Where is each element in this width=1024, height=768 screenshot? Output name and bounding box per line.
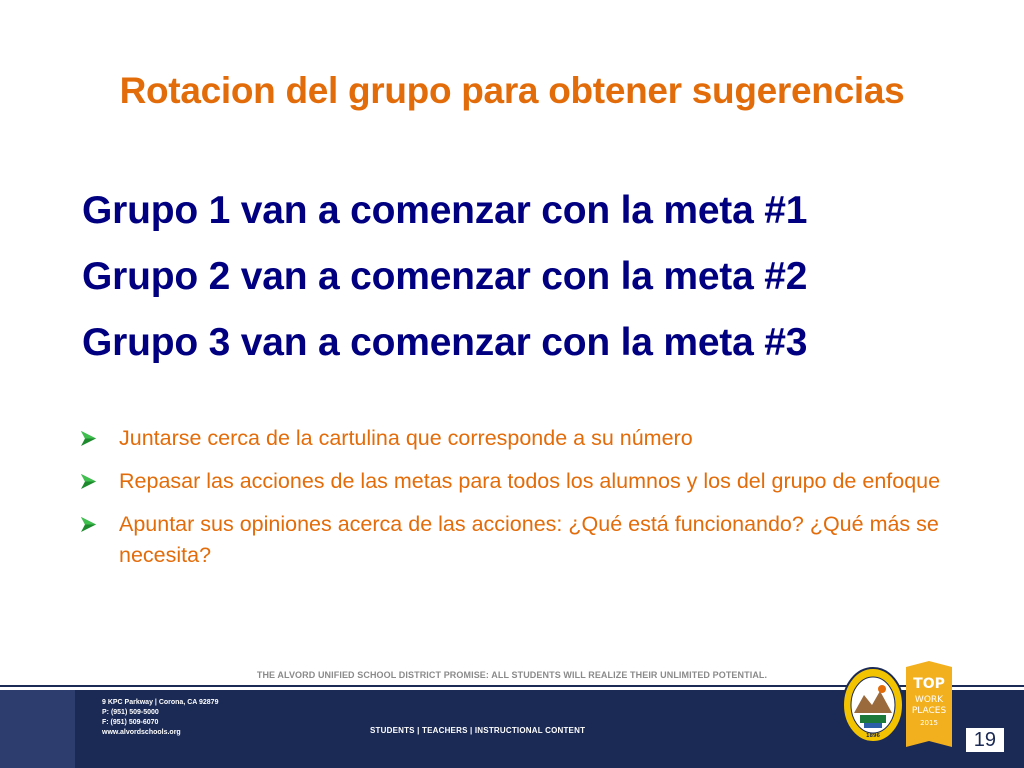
- bullet-text: Apuntar sus opiniones acerca de las acciones: ¿Qué está funcionando? ¿Qué más se necesita?: [119, 512, 939, 567]
- district-logo-icon: [842, 667, 904, 743]
- bullet-item: [80, 423, 960, 454]
- district-promise: THE ALVORD UNIFIED SCHOOL DISTRICT PROMISE: ALL STUDENTS WILL REALIZE THEIR UNLIMITED POTENTIAL.: [256, 670, 768, 680]
- arrow-bullet-icon: [80, 473, 97, 490]
- slide-title: Rotacion del grupo para obtener sugerencias: [119, 70, 905, 111]
- group-list: [82, 178, 982, 376]
- logo-year: 1896: [866, 733, 880, 739]
- phone-text: P: (951) 509-5000: [102, 709, 159, 716]
- arrow-bullet-icon: [80, 430, 97, 447]
- group-line: Grupo 2 van a comenzar con la meta #2: [82, 255, 808, 298]
- arrow-bullet-icon: [80, 516, 97, 533]
- address-text: 9 KPC Parkway | Corona, CA 92879: [102, 699, 219, 706]
- group-line: Grupo 1 van a comenzar con la meta #1: [82, 189, 808, 232]
- bullet-item: [80, 466, 960, 497]
- fax-text: F: (951) 509-6070: [102, 719, 159, 726]
- badge-line3: PLACES: [911, 706, 947, 716]
- bullet-list: [80, 423, 960, 583]
- bullet-item: [80, 509, 960, 571]
- page-number: 19: [966, 728, 1004, 752]
- group-line: Grupo 3 van a comenzar con la meta #3: [82, 321, 808, 364]
- footer-accent: [0, 690, 75, 768]
- badge-line2: WORK: [914, 695, 944, 705]
- footer-tagline: STUDENTS | TEACHERS | INSTRUCTIONAL CONTENT: [370, 726, 586, 735]
- contact-info: [102, 698, 218, 738]
- website-text: www.alvordschools.org: [102, 729, 181, 736]
- badge-year: 2015: [920, 719, 938, 727]
- badge-line1: TOP: [913, 676, 945, 692]
- bullet-text: Juntarse cerca de la cartulina que corresponde a su número: [119, 426, 693, 450]
- bullet-text: Repasar las acciones de las metas para todos los alumnos y los del grupo de enfoque: [119, 469, 941, 493]
- top-workplaces-badge-icon: [906, 661, 952, 747]
